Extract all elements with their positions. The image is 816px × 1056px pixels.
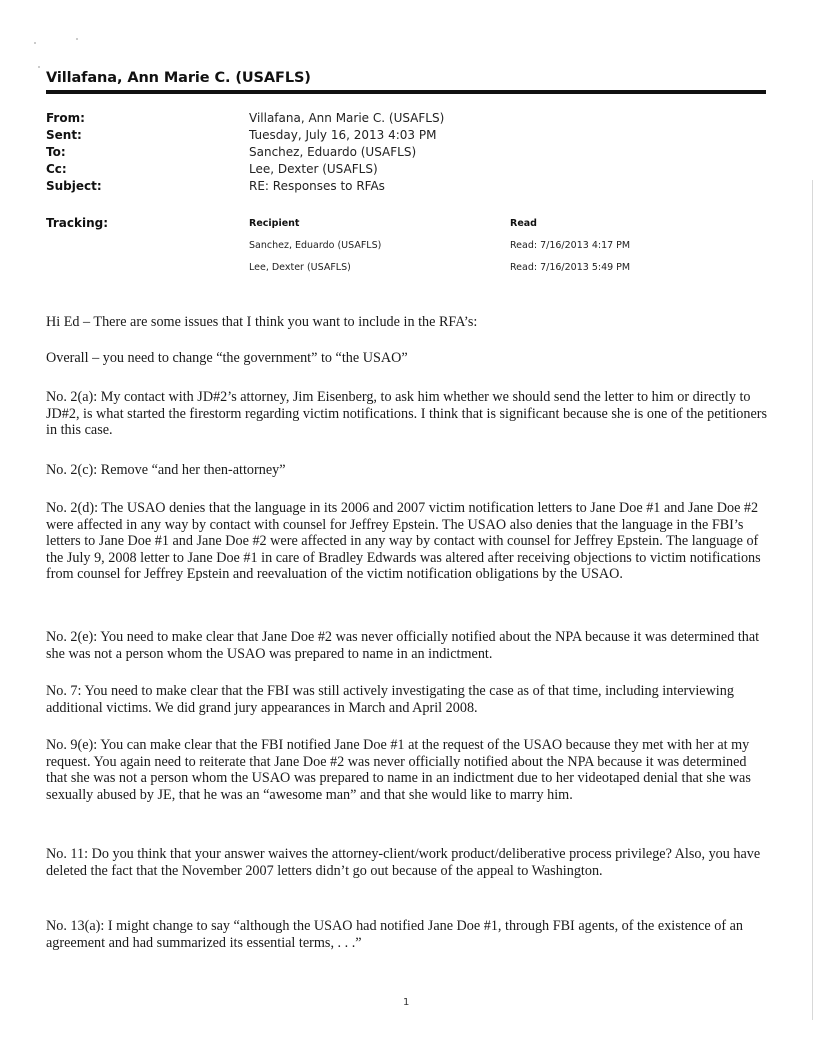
tracking-read-cell: Read: 7/16/2013 5:49 PM — [510, 262, 631, 273]
to-value: Sanchez, Eduardo (USAFLS) — [249, 145, 417, 159]
body-paragraph-2a: No. 2(a): My contact with JD#2’s attorney, Jim Eisenberg, to ask him whether we should send the letter to him or directly to JD#2, is what started the firestorm regarding victim notifications. I think that is significant because she is one of the petitioners in this case. — [46, 389, 768, 438]
body-paragraph-9e: No. 9(e): You can make clear that the FBI notified Jane Doe #1 at the request of the USAO because they met with her at my request. You again need to reiterate that Jane Doe #2 was never officially notified about the NPA because it was determined that she was not a person whom the USAO was prepared to name in an indictment due to her videotaped denial that she was sexually abused by JE, that he was an “awesome man” and that she would like to marry him. — [46, 737, 751, 803]
scan-artifact — [38, 66, 40, 68]
sent-value: Tuesday, July 16, 2013 4:03 PM — [249, 128, 437, 142]
title-rule — [46, 90, 766, 94]
scan-artifact — [34, 42, 36, 44]
body-paragraph-2e: No. 2(e): You need to make clear that Jane Doe #2 was never officially notified about the NPA because it was determined that she was not a person whom the USAO was prepared to name in an indictment. — [46, 629, 760, 662]
email-title: Villafana, Ann Marie C. (USAFLS) — [46, 70, 311, 86]
from-label: From: — [46, 111, 85, 125]
tracking-recipient-cell: Lee, Dexter (USAFLS) — [249, 262, 351, 273]
cc-label: Cc: — [46, 162, 67, 176]
body-paragraph-7: No. 7: You need to make clear that the FBI was still actively investigating the case as of that time, including interviewing additional victims. We did grand jury appearances in March and April 2008. — [46, 683, 734, 716]
cc-value: Lee, Dexter (USAFLS) — [249, 162, 378, 176]
subject-value: RE: Responses to RFAs — [249, 179, 385, 193]
scan-artifact — [76, 38, 78, 40]
tracking-read-cell: Read: 7/16/2013 4:17 PM — [510, 240, 631, 251]
body-paragraph-overall: Overall – you need to change “the government” to “the USAO” — [46, 350, 408, 366]
body-paragraph-2c: No. 2(c): Remove “and her then-attorney” — [46, 462, 286, 478]
body-paragraph-greeting: Hi Ed – There are some issues that I think you want to include in the RFA’s: — [46, 314, 478, 330]
tracking-recipient-cell: Sanchez, Eduardo (USAFLS) — [249, 240, 382, 251]
body-paragraph-11: No. 11: Do you think that your answer waives the attorney-client/work product/deliberative process privilege? Also, you have deleted the fact that the November 2007 letters didn’t go out because of the appeal to Washington. — [46, 846, 761, 879]
tracking-label: Tracking: — [46, 216, 109, 230]
body-paragraph-2d: No. 2(d): The USAO denies that the language in its 2006 and 2007 victim notification letters to Jane Doe #1 and Jane Doe #2 were affected in any way by contact with counsel for Jeffrey Epstein. The USAO also denies that the language in the FBI’s letters to Jane Doe #1 and Jane Doe #2 were affected in any way by contact with counsel for Jeffrey Epstein. The language of the July 9, 2008 letter to Jane Doe #1 in care of Bradley Edwards was altered after receiving objections to victim notifications from counsel for Jeffrey Epstein and reevaluation of the victim notification obligations by the USAO. — [46, 500, 761, 582]
sent-label: Sent: — [46, 128, 82, 142]
tracking-read-header: Read — [510, 218, 537, 229]
from-value: Villafana, Ann Marie C. (USAFLS) — [249, 111, 445, 125]
tracking-recipient-header: Recipient — [249, 218, 300, 229]
scan-edge-line — [812, 180, 813, 1020]
subject-label: Subject: — [46, 179, 102, 193]
to-label: To: — [46, 145, 66, 159]
body-paragraph-13a: No. 13(a): I might change to say “although the USAO had notified Jane Doe #1, through FBI agents, of the existence of an agreement and had summarized its essential terms, . . .” — [46, 918, 743, 951]
page-number: 1 — [403, 997, 410, 1008]
